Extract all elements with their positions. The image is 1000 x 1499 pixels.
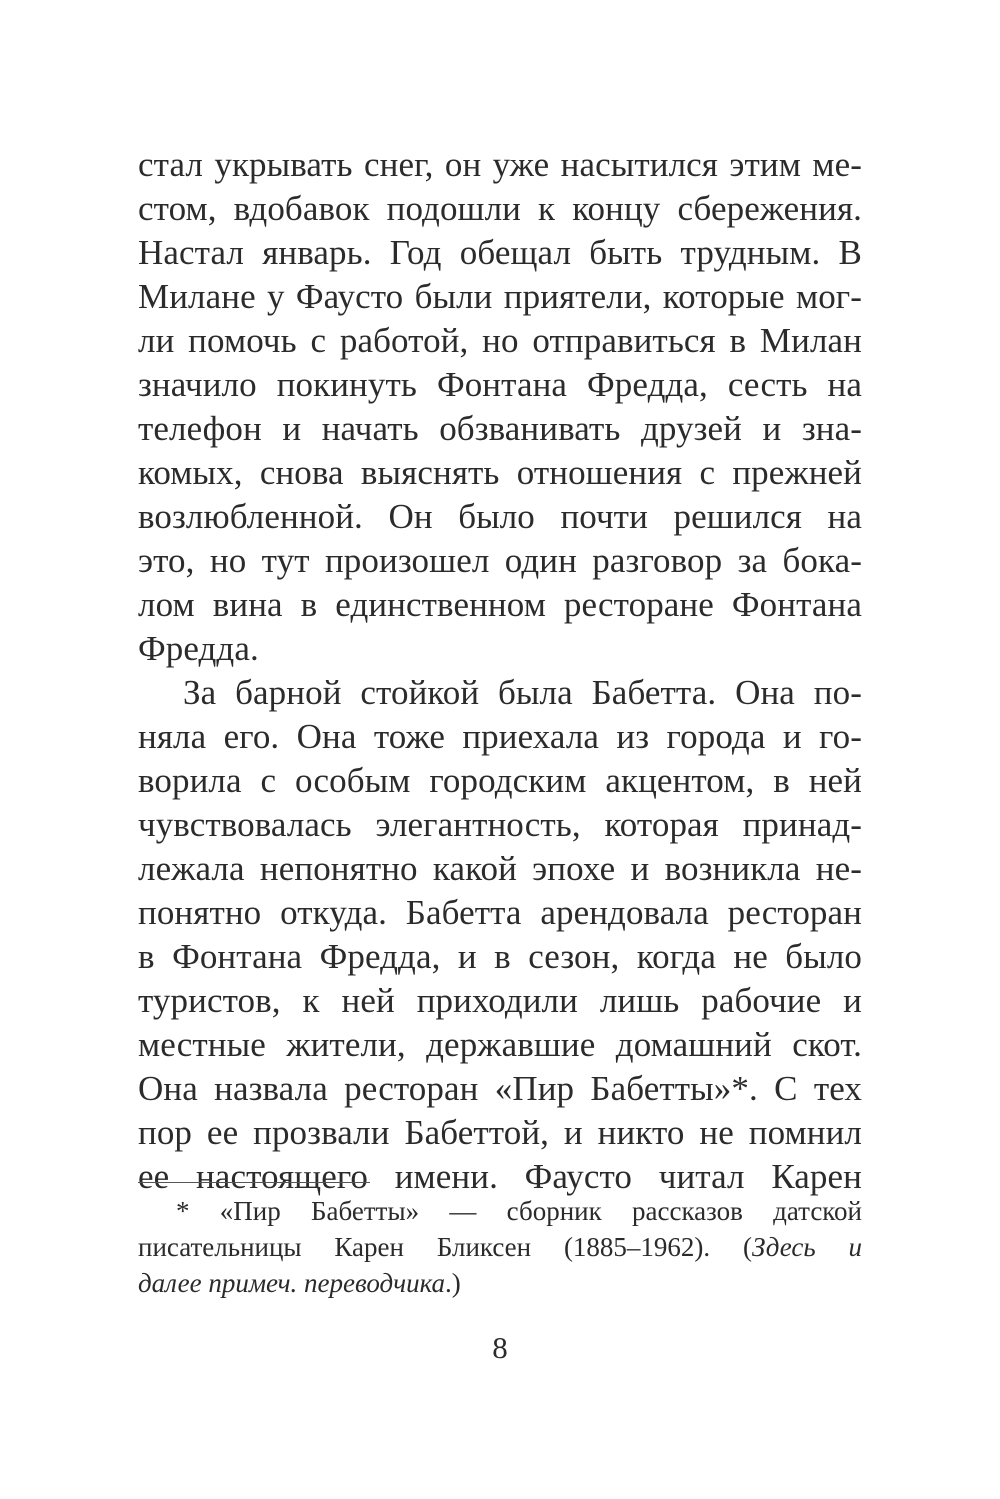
text-line: телефон и начать обзванивать друзей и зна- xyxy=(138,409,862,448)
text-line: чувствовалась элегантность, которая принад- xyxy=(138,805,862,844)
footnote-line xyxy=(138,1265,862,1301)
footnote-text: .) xyxy=(445,1268,461,1298)
text-line: ли помочь с работой, но отправиться в Милан xyxy=(138,321,862,360)
footnote-italic-text: далее примеч. переводчика xyxy=(138,1268,446,1298)
footnote-line xyxy=(138,1229,862,1265)
text-line: понятно откуда. Бабетта арендовала ресторан xyxy=(138,893,862,932)
text-line: значило покинуть Фонтана Фредда, сесть на xyxy=(138,365,862,404)
text-line: возлюбленной. Он было почти решился на xyxy=(138,497,862,536)
text-line: няла его. Она тоже приехала из города и го- xyxy=(138,717,862,756)
text-line: стом, вдобавок подошли к концу сбережения. xyxy=(138,189,862,228)
text-line: Фредда. xyxy=(138,629,259,668)
text-line: пор ее прозвали Бабеттой, и никто не помнил xyxy=(138,1113,862,1152)
text-line: лежала непонятно какой эпохе и возникла не- xyxy=(138,849,862,888)
main-text xyxy=(138,143,862,1199)
text-line: За барной стойкой была Бабетта. Она по- xyxy=(183,673,862,712)
text-line: лом вина в единственном ресторане Фонтана xyxy=(138,585,862,624)
footnote-divider xyxy=(138,1182,370,1183)
footnote-text: писательницы Карен Бликсен (1885–1962). ( xyxy=(138,1232,753,1262)
footnote-italic-text: Здесь и xyxy=(752,1232,862,1262)
footnote xyxy=(138,1193,862,1301)
text-line: стал укрывать снег, он уже насытился этим ме- xyxy=(138,145,862,184)
text-line: туристов, к ней приходили лишь рабочие и xyxy=(138,981,862,1020)
footnote-line: * «Пир Бабетты» — сборник рассказов датской xyxy=(176,1196,862,1226)
text-line: местные жители, державшие домашний скот. xyxy=(138,1025,862,1064)
text-line: ворила с особым городским акцентом, в ней xyxy=(138,761,862,800)
text-line: это, но тут произошел один разговор за бока- xyxy=(138,541,862,580)
text-line: Она назвала ресторан «Пир Бабетты»*. С тех xyxy=(138,1069,862,1108)
text-line: комых, снова выяснять отношения с прежней xyxy=(138,453,862,492)
text-line: Милане у Фаусто были приятели, которые мог- xyxy=(138,277,862,316)
page-number: 8 xyxy=(492,1330,508,1365)
text-line: ее настоящего имени. Фаусто читал Карен xyxy=(138,1157,862,1196)
text-line: в Фонтана Фредда, и в сезон, когда не было xyxy=(138,937,862,976)
text-line: Настал январь. Год обещал быть трудным. В xyxy=(138,233,862,272)
